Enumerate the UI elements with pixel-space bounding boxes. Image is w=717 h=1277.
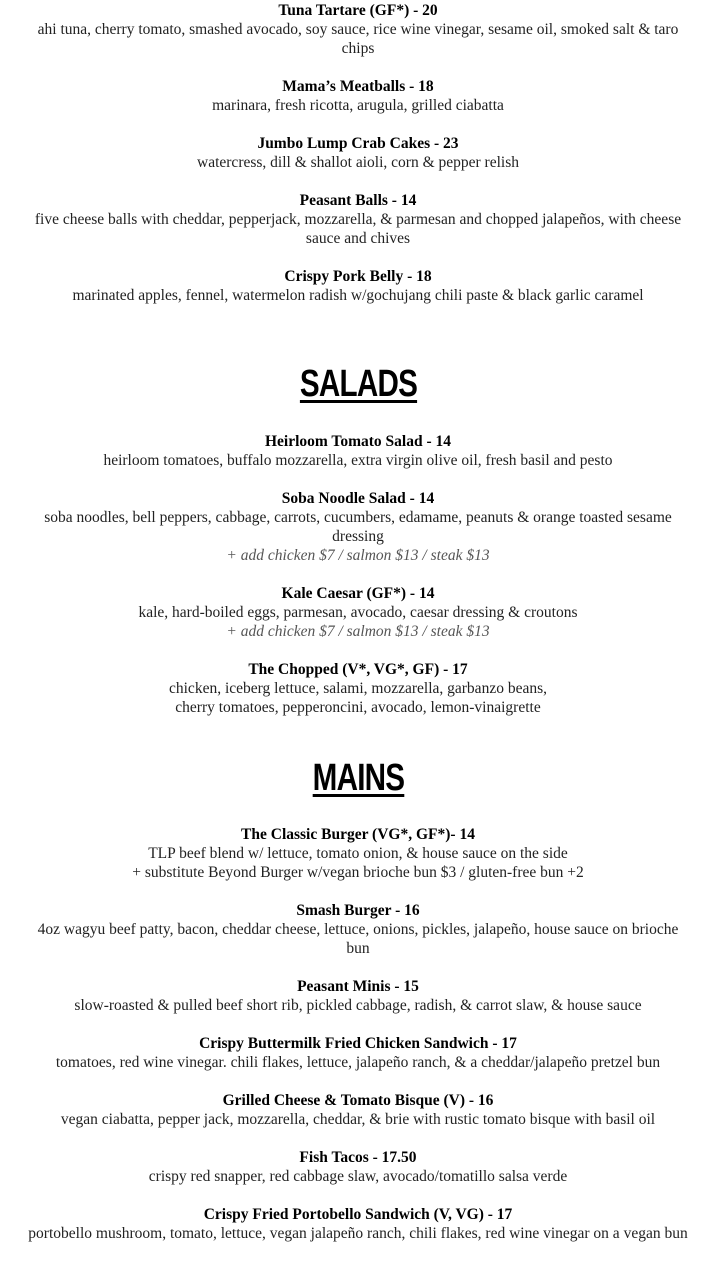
menu-item-description: slow-roasted & pulled beef short rib, pickled cabbage, radish, & carrot slaw, & house sauce (74, 997, 642, 1014)
menu-item-description: marinated apples, fennel, watermelon radish w/gochujang chili paste & black garlic caramel (72, 287, 644, 304)
menu-item-substitution: + substitute Beyond Burger w/vegan brioche bun $3 / gluten-free bun +2 (132, 864, 584, 881)
menu-item-description: ahi tuna, cherry tomato, smashed avocado, soy sauce, rice wine vinegar, sesame oil, smoked salt & taro chips (37, 21, 679, 57)
menu-item-name: Grilled Cheese & Tomato Bisque (V) - 16 (222, 1092, 494, 1109)
menu-item (28, 267, 688, 305)
menu-item (28, 660, 688, 717)
menu-item-name: Smash Burger - 16 (296, 902, 420, 919)
menu-item-description: cherry tomatoes, pepperoncini, avocado, lemon-vinaigrette (175, 699, 541, 716)
menu-item-name: Jumbo Lump Crab Cakes - 23 (257, 135, 459, 152)
menu-item-name: Soba Noodle Salad - 14 (281, 490, 435, 507)
menu-item (28, 432, 688, 470)
menu-item (28, 901, 688, 958)
menu-item-description: marinara, fresh ricotta, arugula, grilled ciabatta (212, 97, 504, 114)
menu-item-description: crispy red snapper, red cabbage slaw, avocado/tomatillo salsa verde (148, 1168, 568, 1185)
section-title-salads: SALADS (299, 363, 418, 405)
menu-item (28, 1148, 688, 1186)
menu-item-description: 4oz wagyu beef patty, bacon, cheddar cheese, lettuce, onions, pickles, jalapeño, house sauce on brioche bun (37, 921, 679, 957)
menu-item-name: The Classic Burger (VG*, GF*)- 14 (241, 826, 475, 843)
menu-item-description: TLP beef blend w/ lettuce, tomato onion, & house sauce on the side (148, 845, 568, 862)
menu-item (28, 1, 688, 58)
menu-item-description: watercress, dill & shallot aioli, corn & pepper relish (197, 154, 519, 171)
menu-item-name: Heirloom Tomato Salad - 14 (264, 433, 451, 450)
menu-item-name: Crispy Buttermilk Fried Chicken Sandwich - 17 (199, 1035, 517, 1052)
menu-item (28, 825, 688, 882)
menu-item-name: The Chopped (V*, VG*, GF) - 17 (248, 661, 468, 678)
menu-item (28, 77, 688, 115)
menu-item-name: Tuna Tartare (GF*) - 20 (278, 2, 438, 19)
menu-item-description: chicken, iceberg lettuce, salami, mozzarella, garbanzo beans, (169, 680, 547, 697)
menu-item-addon: + add chicken $7 / salmon $13 / steak $13 (226, 547, 490, 564)
menu-item-name: Mama’s Meatballs - 18 (282, 78, 434, 95)
menu-item-description: heirloom tomatoes, buffalo mozzarella, extra virgin olive oil, fresh basil and pesto (103, 452, 613, 469)
menu-item (28, 1205, 688, 1243)
menu-item-addon: + add chicken $7 / salmon $13 / steak $13 (226, 623, 490, 640)
menu-item (28, 977, 688, 1015)
menu-item-name: Fish Tacos - 17.50 (299, 1149, 417, 1166)
menu-item-name: Peasant Balls - 14 (299, 192, 417, 209)
menu-item-name: Kale Caesar (GF*) - 14 (281, 585, 435, 602)
menu-item (28, 191, 688, 248)
menu-item (28, 1034, 688, 1072)
menu-item-description: kale, hard-boiled eggs, parmesan, avocado, caesar dressing & croutons (138, 604, 578, 621)
menu-item-description: five cheese balls with cheddar, pepperjack, mozzarella, & parmesan and chopped jalapeños, with cheese sauce and chives (34, 211, 682, 247)
menu-item-description: vegan ciabatta, pepper jack, mozzarella, cheddar, & brie with rustic tomato bisque with basil oil (60, 1111, 656, 1128)
menu-item-description: portobello mushroom, tomato, lettuce, vegan jalapeño ranch, chili flakes, red wine vinegar on a vegan bun (28, 1225, 688, 1242)
menu-item-name: Crispy Pork Belly - 18 (284, 268, 432, 285)
menu-item-description: tomatoes, red wine vinegar. chili flakes, lettuce, jalapeño ranch, & a cheddar/jalapeño pretzel bun (55, 1054, 661, 1071)
menu-item (28, 489, 688, 565)
menu-item-description: soba noodles, bell peppers, cabbage, carrots, cucumbers, edamame, peanuts & orange toasted sesame dressing (44, 509, 672, 545)
menu-item (28, 584, 688, 641)
menu-item-name: Crispy Fried Portobello Sandwich (V, VG) - 17 (203, 1206, 513, 1223)
section-title-mains: MAINS (312, 757, 405, 799)
menu-item-name: Peasant Minis - 15 (297, 978, 419, 995)
menu-item (28, 1091, 688, 1129)
menu-item (28, 134, 688, 172)
